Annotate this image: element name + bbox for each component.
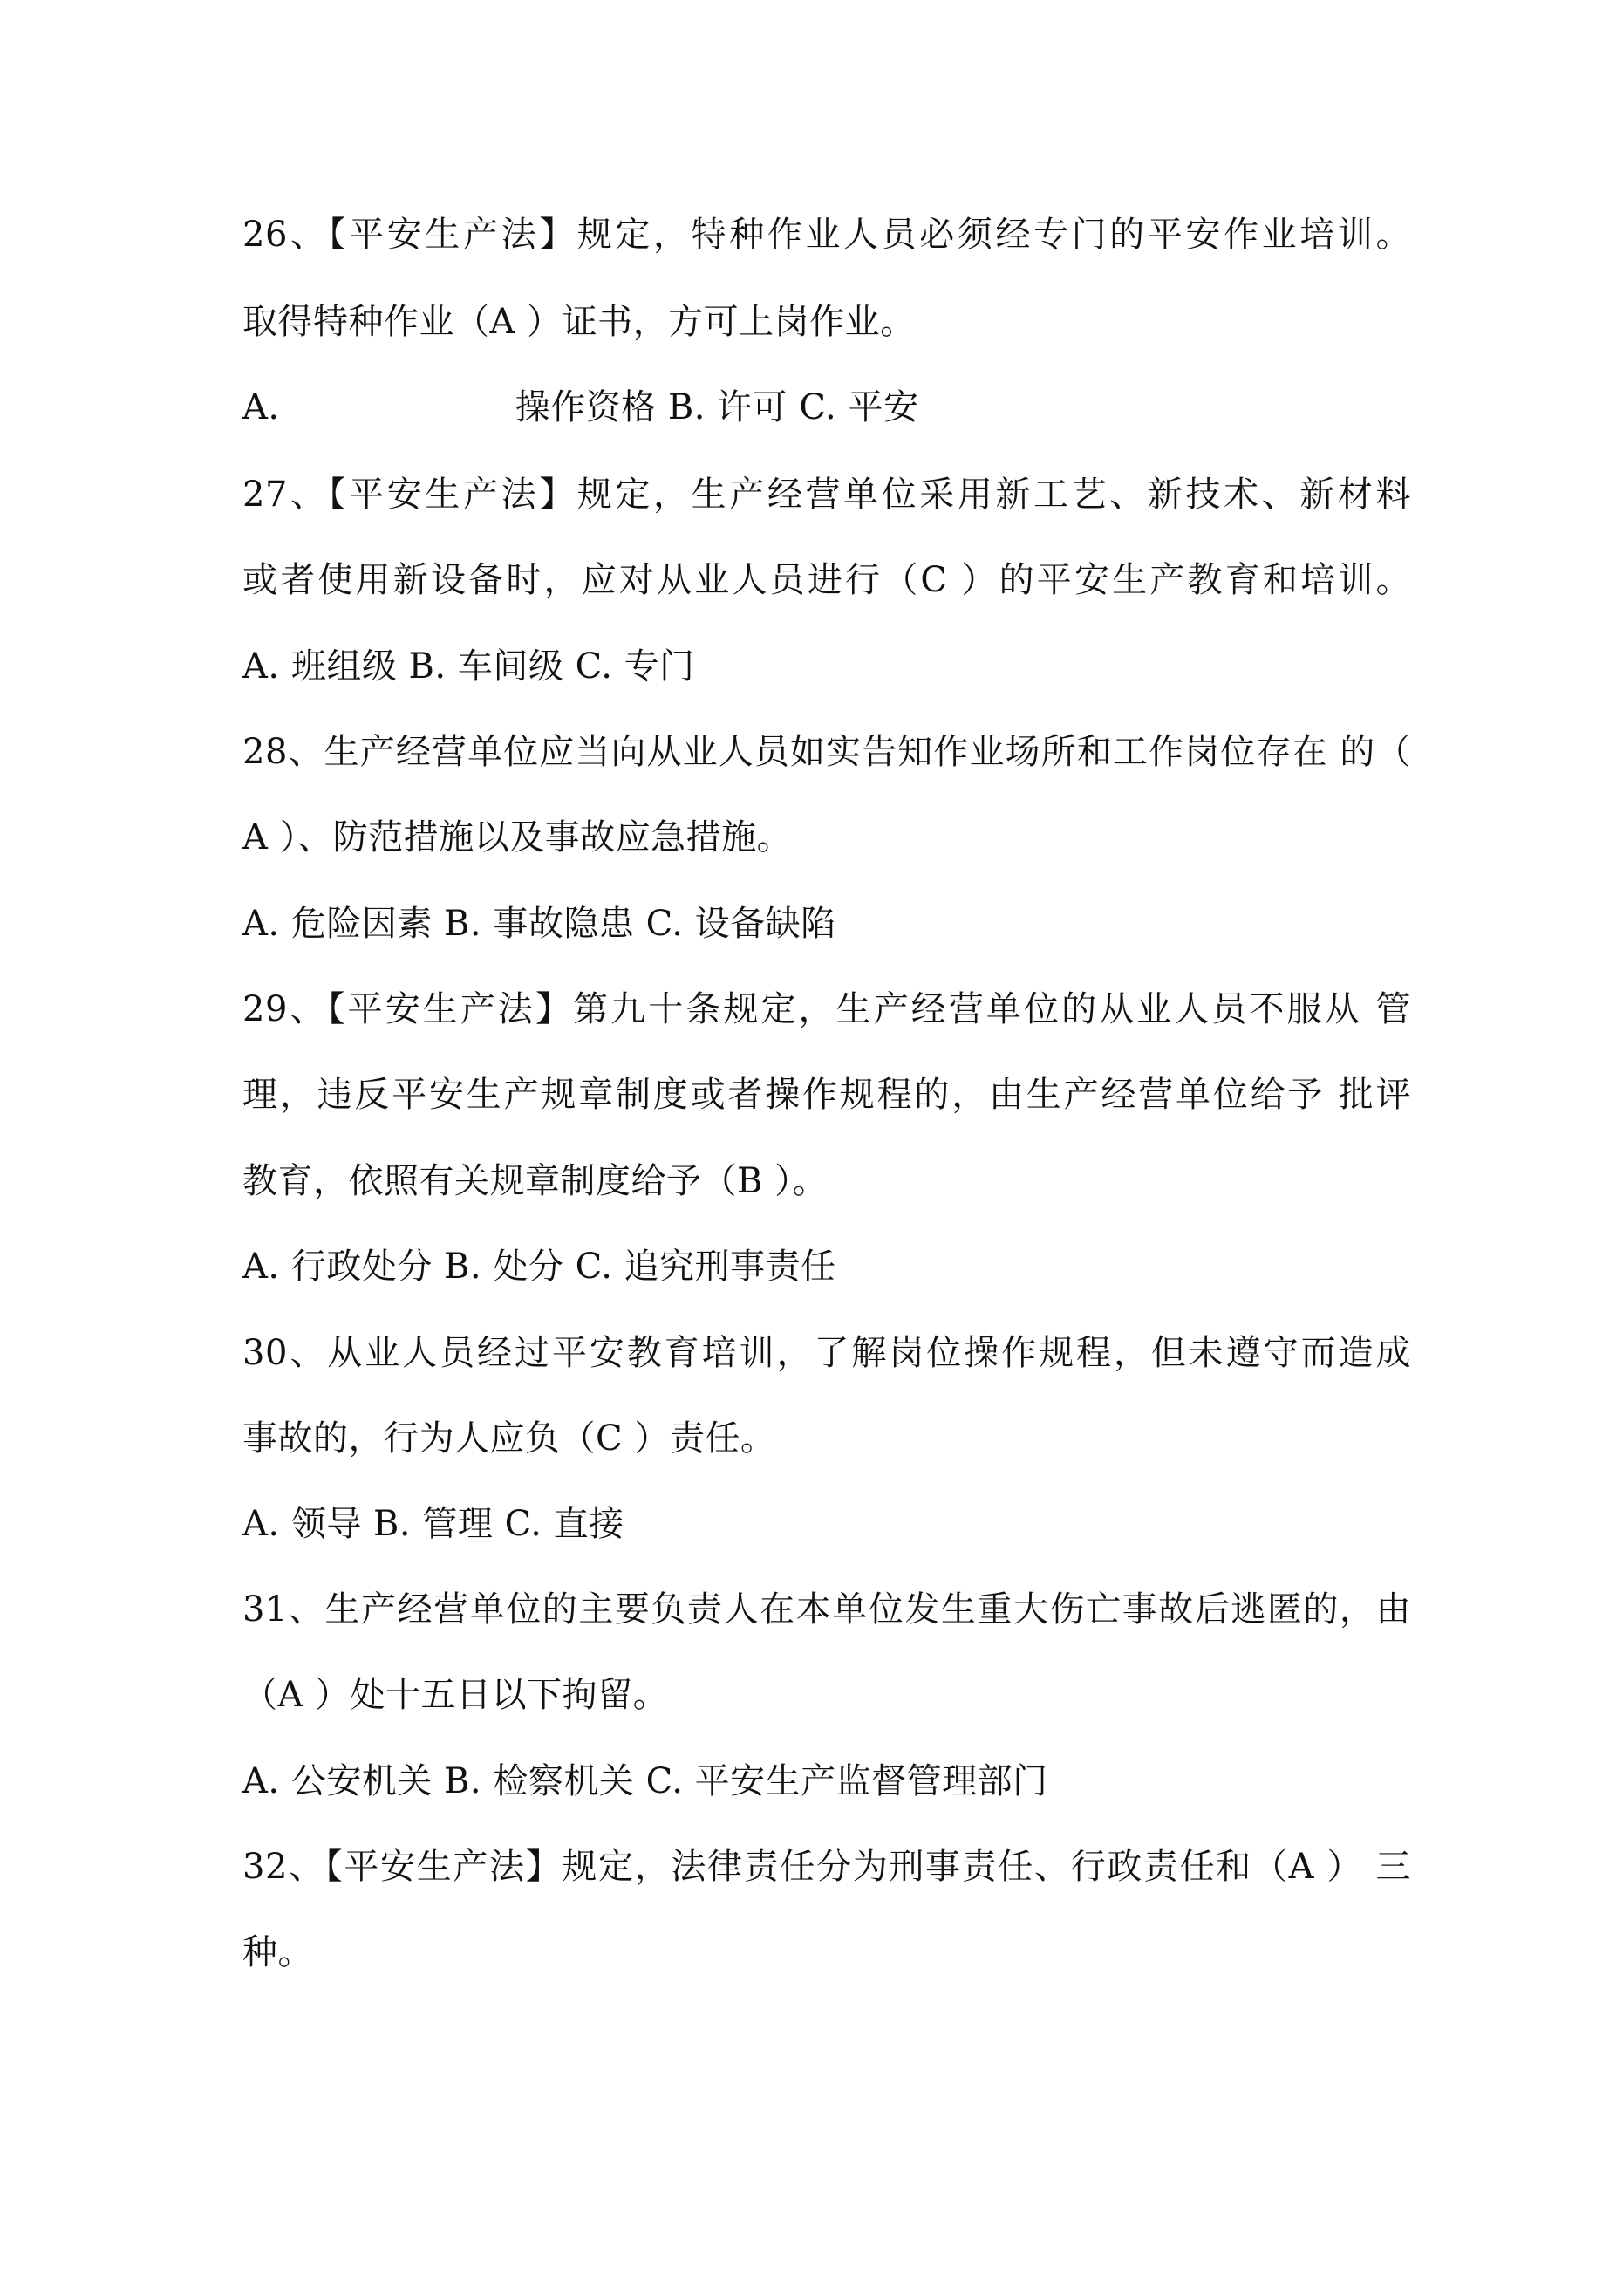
- question-30-options: A. 领导 B. 管理 C. 直接: [242, 1504, 624, 1544]
- question-29-line-1: 29、【平安生产法】第九十条规定，生产经营单位的从业人员不服从 管: [242, 989, 1411, 1029]
- question-27-options: A. 班组级 B. 车间级 C. 专门: [242, 646, 695, 687]
- question-31-line-1: 31、生产经营单位的主要负责人在本单位发生重大伤亡事故后逃匿的，由: [242, 1589, 1411, 1630]
- question-29-options: A. 行政处分 B. 处分 C. 追究刑事责任: [242, 1247, 836, 1287]
- question-26-line-2: 取得特种作业（A ）证书，方可上岗作业。: [242, 302, 916, 342]
- question-29-line-2: 理，违反平安生产规章制度或者操作规程的，由生产经营单位给予 批评: [242, 1075, 1411, 1115]
- question-27-line-2: 或者使用新设备时，应对从业人员进行（C ）的平安生产教育和培训。: [242, 560, 1411, 600]
- question-26-options-prefix: A.: [242, 387, 280, 427]
- question-28-line-2: A ）、防范措施以及事故应急措施。: [242, 817, 793, 858]
- question-31-options: A. 公安机关 B. 检察机关 C. 平安生产监督管理部门: [242, 1761, 1048, 1801]
- question-30-line-2: 事故的，行为人应负（C ）责任。: [242, 1418, 776, 1459]
- question-28-line-1: 28、生产经营单位应当向从业人员如实告知作业场所和工作岗位存在 的（: [242, 732, 1411, 772]
- question-29-line-3: 教育，依照有关规章制度给予（B ）。: [242, 1161, 829, 1201]
- question-26-line-1: 26、【平安生产法】规定，特种作业人员必须经专门的平安作业培训。: [242, 215, 1411, 255]
- question-32-line-2: 种。: [242, 1932, 313, 1972]
- question-32-line-1: 32、【平安生产法】规定，法律责任分为刑事责任、行政责任和（A ） 三: [242, 1847, 1411, 1887]
- question-26-options-rest: 操作资格 B. 许可 C. 平安: [515, 387, 919, 427]
- question-30-line-1: 30、从业人员经过平安教育培训，了解岗位操作规程，但未遵守而造成: [242, 1333, 1411, 1373]
- question-26-options: [242, 386, 1411, 429]
- question-28-options: A. 危险因素 B. 事故隐患 C. 设备缺陷: [242, 904, 836, 944]
- question-27-line-1: 27、【平安生产法】规定，生产经营单位采用新工艺、新技术、新材料: [242, 475, 1411, 515]
- question-31-line-2: （A ）处十五日以下拘留。: [242, 1675, 669, 1715]
